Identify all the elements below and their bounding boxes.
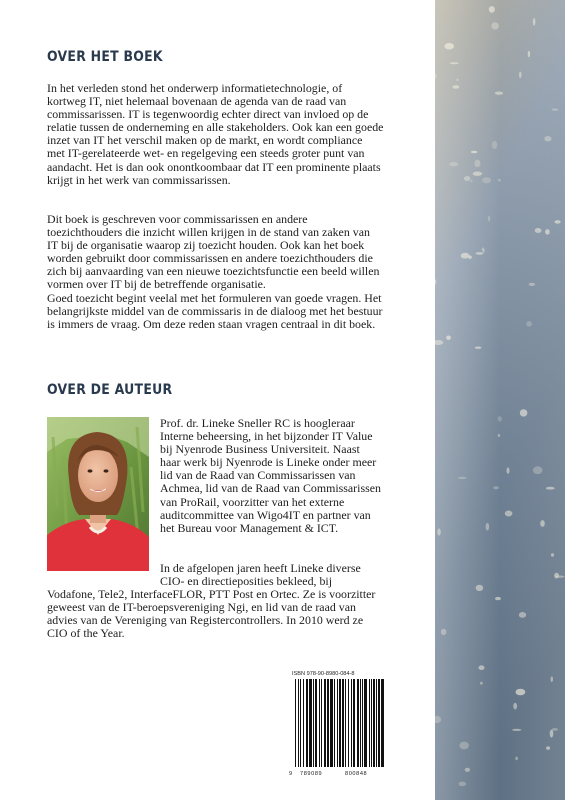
barcode-bars [289, 679, 386, 769]
author-bio-continued: Vodafone, Tele2, InterfaceFLOR, PTT Post en Ortec. Ze is voorzitter geweest van de IT-beroepsvereniging Ngi, en lid van de raad van advies van de Vereniging van Registercontrollers. In 2010 werd ze CIO of the Year. [47, 587, 376, 641]
barcode-digits-right: 800848 [345, 771, 368, 777]
about-book-paragraph-2: Dit boek is geschreven voor commissarissen en andere toezichthouders die inzicht willen krijgen in de stand van zaken van IT bij de organisatie waarop zij toezicht houden. Ook kan het boek worden gebruikt door commissarissen en andere toezichthouders die zich bij aanvaarding van een nieuwe toezichtsfunctie een beeld willen vormen over IT bij de betreffende organisatie. Goed toezicht begint veelal met het formuleren van goede vragen. Het belangrijkste middel van de commissaris in de dialoog met het bestuur is immers de vraag. Om deze reden staan vragen centraal in dit boek. [47, 212, 383, 331]
about-book-heading: OVER HET BOEK [47, 49, 163, 65]
author-bio-continued-indented: In de afgelopen jaren heeft Lineke diverse CIO- en directieposities bekleed, bij [160, 561, 361, 589]
water-droplets-image [435, 0, 565, 800]
barcode-digits-left: 789089 [300, 771, 323, 777]
about-book-paragraph-1: In het verleden stond het onderwerp informatietechnologie, of kortweg IT, niet helemaal bovenaan de agenda van de raad van commissarissen. IT is tegenwoordig echter direct van invloed op de relatie tussen de onderneming en alle stakeholders. Ook kan een goede inzet van IT het verschil maken op de markt, en wordt compliance met IT-gerelateerde wet- en regelgeving een steeds groter punt van aandacht. Het is dan ook onontkoombaar dat IT een prominente plaats krijgt in het werk van commissarissen. [47, 81, 384, 187]
barcode-digit-first: 9 [289, 771, 293, 777]
isbn-barcode [289, 671, 386, 786]
author-bio-beside-photo: Prof. dr. Lineke Sneller RC is hoogleraar Interne beheersing, in het bijzonder IT Value bij Nyenrode Business Universiteit. Naast haar werk bij Nyenrode is Lineke onder meer lid van de Raad van Commissarissen van Achmea, lid van de Raad van Commissarissen van ProRail, voorzitter van het externe auditcommittee van Wigo4IT en partner van het Bureau voor Management & ICT. [160, 416, 381, 535]
about-author-heading: OVER DE AUTEUR [47, 382, 173, 398]
isbn-label: ISBN 978-90-8980-084-8 [292, 671, 355, 677]
author-photo [47, 417, 149, 571]
